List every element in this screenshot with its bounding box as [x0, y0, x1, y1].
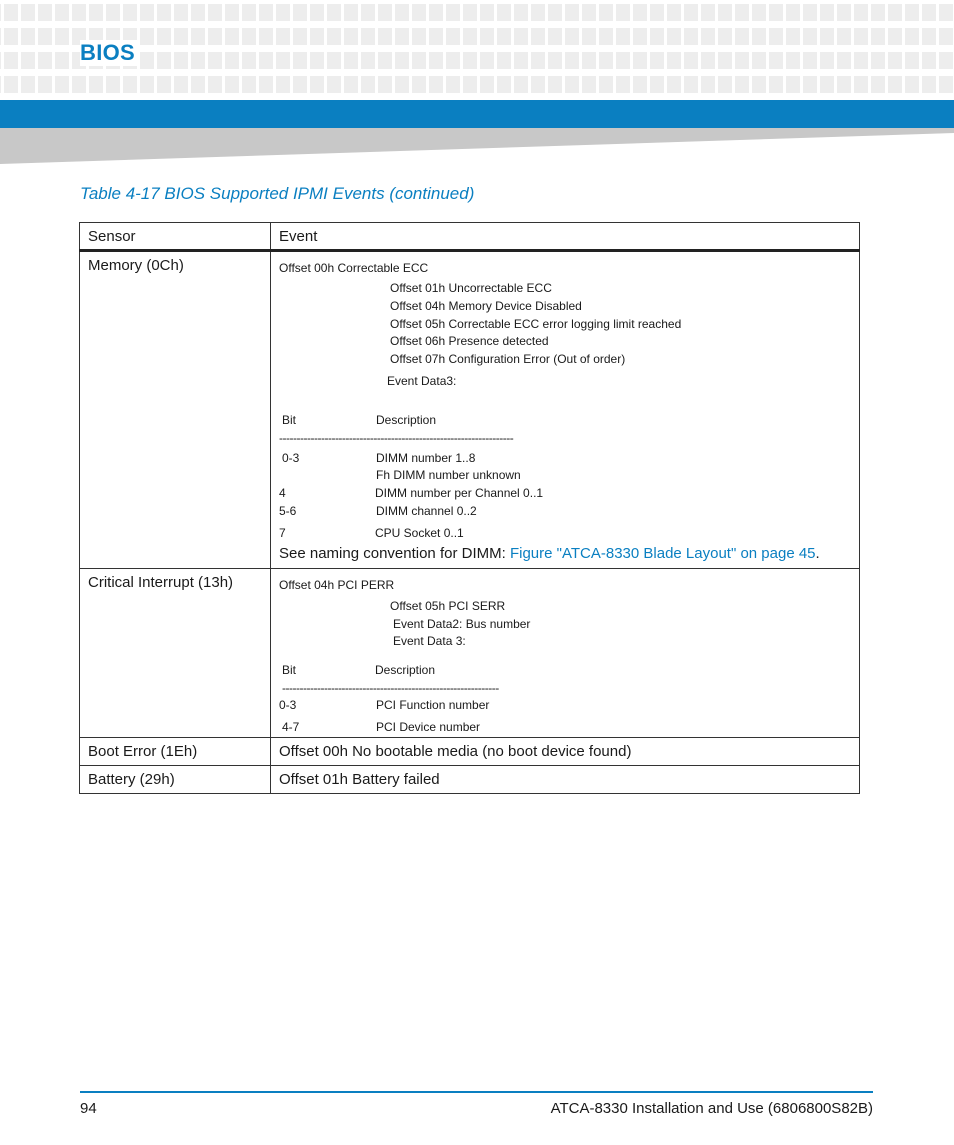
event-data2-line: Event Data2: Bus number — [393, 617, 531, 631]
offset-line: Offset 07h Configuration Error (Out of order) — [390, 352, 626, 366]
header-grid-pattern — [0, 0, 954, 96]
sensor-cell: Boot Error (1Eh) — [80, 738, 271, 766]
naming-suffix: . — [815, 545, 820, 562]
bit-description: DIMM channel 0..2 — [376, 504, 477, 518]
naming-prefix: See naming convention for DIMM: — [279, 545, 510, 562]
table-row-battery — [80, 766, 860, 794]
event-data-label: Event Data3: — [387, 374, 457, 388]
bit-value: 4-7 — [282, 720, 300, 734]
table-row-boot-error — [80, 738, 860, 766]
table-header-row — [80, 223, 860, 251]
header-event: Event — [271, 223, 860, 251]
separator-line: -------------------------------------------------------------- — [282, 681, 499, 695]
blade-layout-link[interactable]: Figure "ATCA-8330 Blade Layout" on page 45 — [509, 545, 816, 562]
bit-description: CPU Socket 0..1 — [375, 526, 464, 540]
event-cell: Offset 00h No bootable media (no boot device found) — [271, 738, 860, 766]
document-title: ATCA-8330 Installation and Use (6806800S82B) — [550, 1100, 873, 1117]
bit-value: 4 — [279, 486, 286, 500]
offset-line: Offset 04h Memory Device Disabled — [390, 299, 582, 313]
bit-header: Bit — [282, 413, 297, 427]
offset-line: Offset 05h Correctable ECC error logging limit reached — [390, 317, 682, 331]
offset-line: Offset 05h PCI SERR — [390, 599, 506, 613]
offset-line: Offset 04h PCI PERR — [279, 578, 395, 592]
bit-value: 0-3 — [279, 698, 297, 712]
table-row-critical-interrupt — [80, 569, 860, 738]
section-title: BIOS — [80, 40, 139, 66]
header-sensor: Sensor — [80, 223, 271, 251]
bit-description: DIMM number 1..8 — [376, 451, 476, 465]
description-header: Description — [375, 663, 436, 677]
sensor-cell: Memory (0Ch) — [80, 251, 271, 569]
bit-value: 7 — [279, 526, 286, 540]
offset-line: Offset 01h Uncorrectable ECC — [390, 281, 552, 295]
event-data3-line: Event Data 3: — [393, 634, 466, 648]
bit-header: Bit — [282, 663, 297, 677]
offset-line: Offset 00h Correctable ECC — [279, 261, 429, 275]
page-number: 94 — [80, 1100, 97, 1117]
bit-value: 0-3 — [282, 451, 300, 465]
bit-value: 5-6 — [279, 504, 297, 518]
memory-event-block — [279, 257, 851, 563]
event-cell — [271, 251, 860, 569]
bit-description: DIMM number per Channel 0..1 — [375, 486, 544, 500]
critical-event-block — [279, 574, 851, 732]
event-cell: Offset 01h Battery failed — [271, 766, 860, 794]
event-cell — [271, 569, 860, 738]
sensor-cell: Battery (29h) — [80, 766, 271, 794]
footer-rule — [80, 1091, 873, 1093]
description-header: Description — [376, 413, 437, 427]
header-gray-wedge — [0, 128, 954, 164]
bit-description: PCI Device number — [376, 720, 481, 734]
bit-description: Fh DIMM number unknown — [376, 468, 521, 482]
dimm-naming-note — [279, 545, 820, 562]
separator-line: ------------------------------------------------------------------- — [279, 431, 514, 445]
ipmi-events-table — [79, 222, 860, 794]
header-blue-bar — [0, 100, 954, 128]
offset-line: Offset 06h Presence detected — [390, 334, 549, 348]
table-caption: Table 4-17 BIOS Supported IPMI Events (continued) — [80, 184, 475, 203]
sensor-cell: Critical Interrupt (13h) — [80, 569, 271, 738]
table-row-memory — [80, 251, 860, 569]
bit-description: PCI Function number — [376, 698, 490, 712]
